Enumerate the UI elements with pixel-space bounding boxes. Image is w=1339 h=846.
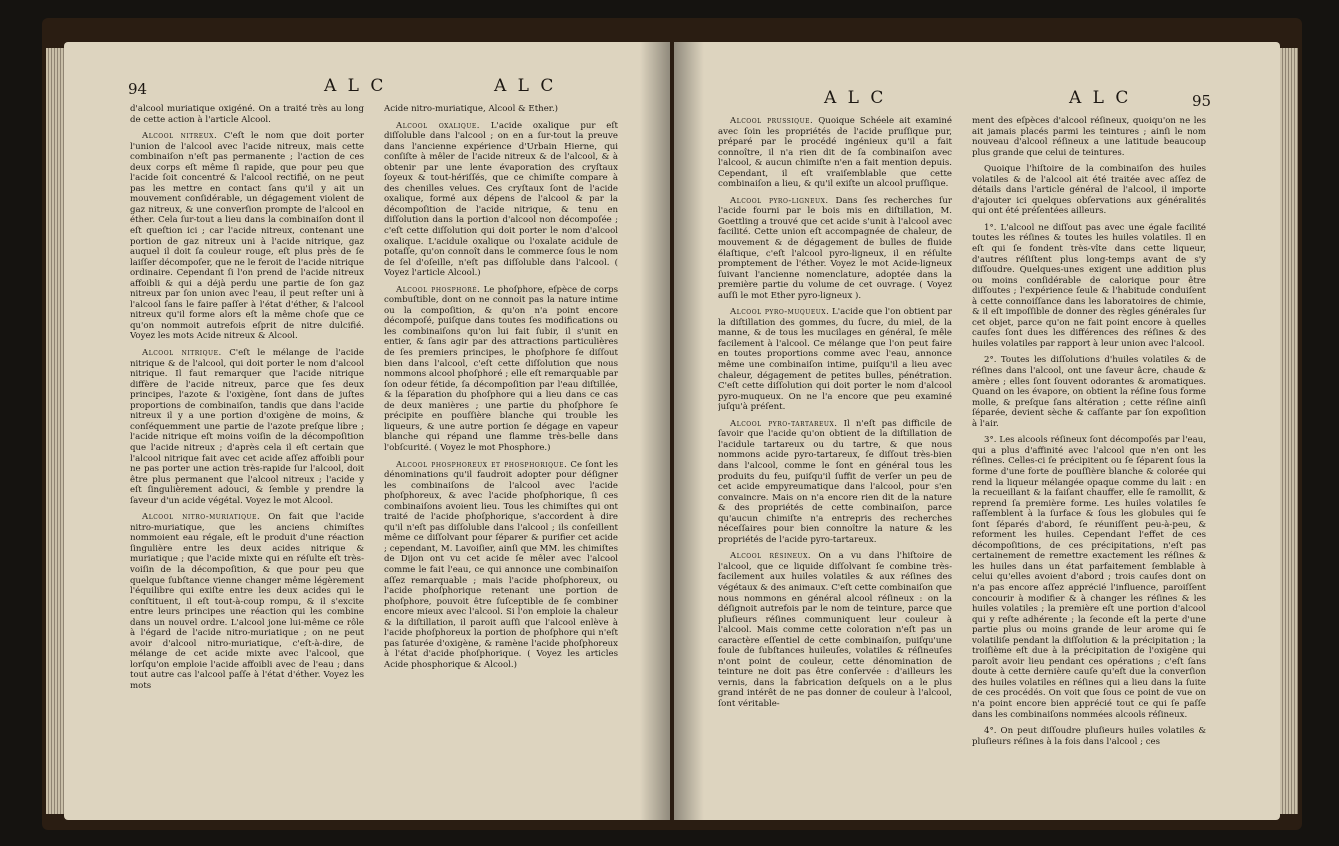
article-paragraph <box>130 512 364 691</box>
entry-headword: Alcool phosphoreux et phosphorique. <box>396 459 568 470</box>
right-page <box>674 42 1280 820</box>
entry-text: Dans ſes recherches ſur l'acide fourni par le bois mis en diſtillation, M. Goettling a trouvé que cet acide s'unit à l'alcool avec facilité. Cette union eſt accompagnée de chaleur, de mouvement & de dégagement de bulles de fluide élaſtique, c'eſt l'alcool pyro-ligneux, il en réſulte promptement de l'éther. Voyez le mot Acide-ligneux ſuivant l'ancienne nomenclature, adoptée dans la première partie du volume de cet ouvrage. ( Voyez auſſi le mot Ether pyro-ligneux ). <box>718 195 952 301</box>
entry-text: Le phoſphore, eſpèce de corps combuſtible, dont on ne connoit pas la nature intime ou la compoſition, & qu'on n'a point encore décompoſé, puiſque dans toutes ſes modifications ou les combinaiſons qu'on lui fait ſubir, il s'unit en entier, & ſans agir par des attractions particulières de ſes premiers principes, le phoſphore ſe diſſout bien dans l'alcool, c'eſt cette diſſolution que nous nommons alcool phoſphoré ; elle eſt remarquable par ſon odeur fétide, ſa décompoſition par l'eau diſtillée, & la ſéparation du phoſphore qui a lieu dans ce cas de deux manières ; une partie du phoſphore ſe précipite en pouſſière blanche qui trouble les liqueurs, & une autre portion ſe dégage en vapeur blanche qui répand une flamme très-belle dans l'obſcurité. ( Voyez le mot Phosphore.) <box>384 284 618 453</box>
entry-headword: Alcool pyro-tartareux. <box>730 418 838 429</box>
entry-text: Quoique Schéele ait examiné avec ſoin les propriétés de l'acide pruſſique pur, préparé par le procédé ingénieux qu'il a fait connoître, il n'a rien dit de ſa combinaiſon avec l'alcool, & aucun chimiſte n'en a fait mention depuis. Cependant, il eſt vraiſemblable que cette combinaiſon a lieu, & qu'il exiſte un alcool pruſſique. <box>718 116 952 190</box>
left-column-b <box>384 104 618 806</box>
entry-headword: Alcool nitreux. <box>142 131 218 142</box>
entry-text: Acide nitro-muriatique, Alcool & Ether.) <box>384 104 559 114</box>
entry-text: C'eſt le mélange de l'acide nitrique & de l'alcool, qui doit porter le nom d'alcool nitrique. Il faut remarquer que l'acide nitrique diffère de l'acide nitreux, parce que ſes deux principes, l'azote & l'oxigène, ſont dans de juſtes proportions de combinaiſon, tandis que dans l'acide nitreux il y a une portion d'oxigène de moins, & conſéquemment une partie de l'azote preſque libre ; l'acide nitrique eſt moins voiſin de la décompoſition que l'acide nitreux ; d'après cela il eſt certain que l'alcool nitrique fait avec cet acide aſſez affoibli pour ne pas porter une action très-rapide ſur l'alcool, doit être plus permanent que l'alcool nitreux ; l'acide y eſt ſingulièrement adouci, & ſemble y prendre la ſaveur d'un acide végétal. Voyez le mot Alcool. <box>130 348 364 506</box>
entry-text: d'alcool muriatique oxigéné. On a traité très au long de cette action à l'article Alcool. <box>130 104 364 125</box>
article-paragraph <box>972 164 1206 217</box>
entry-text: L'acide oxalique pur eſt diſſoluble dans l'alcool ; on en a ſur-tout la preuve dans l'ancienne expérience d'Urbain Hierne, qui conſiſte à mêler de l'acide nitreux & de l'alcool, & à obtenir par une lente évaporation des cryſtaux ſoyeux & tout-hériſſés, que ce chimiſte compare à des chenilles velues. Ces cryſtaux ſont de l'acide oxalique, formé aux dépens de l'alcool & par la décompoſition de l'acide nitrique, & tenu en diſſolution dans la portion d'alcool non décompoſée ; c'eſt cette diſſolution qui doit porter le nom d'alcool oxalique. L'acidule oxalique ou l'oxalate acidule de potaſſe, qu'on connoît dans le commerce ſous le nom de ſel d'oſeille, n'eſt pas diſſoluble dans l'alcool. ( Voyez l'article Alcool.) <box>384 120 618 279</box>
left-page <box>64 42 670 820</box>
entry-text: ment des eſpèces d'alcool réſineux, quoiqu'on ne les ait jamais placés parmi les teintures ; ainſi le nom nouveau d'alcool réſineux a une latitude beaucoup plus grande que celui de teintures. <box>972 116 1206 158</box>
right-column-a <box>718 116 952 820</box>
entry-text: C'eſt le nom que doit porter l'union de l'alcool avec l'acide nitreux, mais cette combinaiſon n'eſt pas permanente ; l'action de ces deux corps eſt même ſi rapide, que pour peu que l'acide ſoit concentré & l'alcool rectifié, on ne peut pas les mettre en contact ſans qu'il y ait un mouvement conſidérable, un dégagement violent de gaz nitreux, & une converſion prompte de l'alcool en éther. Cela ſur-tout a lieu dans la combinaiſon dont il eſt queſtion ici ; car l'acide nitreux, contenant une portion de gaz nitreux uni à l'acide nitrique, gaz auquel il doit ſa couleur rouge, eſt plus près de ſe laiſſer décompoſer, que ne le feroit de l'acide nitrique ordinaire. Cependant ſi l'on prend de l'acide nitreux affoibli & qui a déjà perdu une partie de ſon gaz nitreux par ſon union avec l'eau, il peut reſter uni à l'alcool ſans le faire paſſer à l'état d'éther, & l'alcool nitreux qu'il forme alors eſt la même choſe que ce qu'on nommoit autrefois eſprit de nitre dulcifié. Voyez les mots Acide nitreux & Alcool. <box>130 131 364 342</box>
article-paragraph <box>130 348 364 506</box>
open-book <box>42 18 1302 830</box>
entry-headword: Alcool pyro-ligneux. <box>730 195 829 206</box>
entry-text: 3°. Les alcools réſineux ſont décompoſés par l'eau, qui a plus d'affinité avec l'alcool que n'en ont les réſines. Celles-ci ſe précipitent ou ſe ſéparent ſous la forme d'une forte de pouſſière blanche & colorée qui rend la liqueur mélangée opaque comme du lait : en la recueillant & la faiſant chauffer, elle ſe ramollit, & reprend ſa première forme. Les huiles volatiles ſe raſſemblent à la ſurface & ſous les globules qui ſe ſont ſéparés d'abord, ſe réuniſſent peu-à-peu, & reforment les huiles. Cependant l'effet de ces décompoſitions, de ces précipitations, n'eſt pas certainement de remettre exactement les réſines & les huiles dans un état parfaitement ſemblable à celui qu'elles avoient d'abord ; trois cauſes dont on n'a pas encore aſſez apprécié l'influence, paroiſſent concourir à modifier & à changer les réſines & les huiles volatiles ; la première eſt une portion d'alcool qui y reſte adhérente ; la ſeconde eſt la perte d'une partie plus ou moins grande de leur arome qui ſe volatiliſe pendant la diſſolution & la précipitation ; la troiſième eſt due à la précipitation de l'oxigène qui paroît avoir lieu pendant ces opérations ; c'eſt ſans doute à cette dernière cauſe qu'eſt due la converſion des huiles volatiles en réſines qui a lieu dans la ſuite de ces procédés. On voit que ſous ce point de vue on n'a point encore bien apprécié tout ce qui ſe paſſe dans les combinaiſons nommées alcools réſineux. <box>972 435 1206 720</box>
running-head-word-right-2: A L C <box>1069 88 1132 108</box>
running-head-word-left: A L C <box>324 76 387 96</box>
gutter-shadow-left <box>640 42 670 820</box>
entry-text: 2°. Toutes les diſſolutions d'huiles volatiles & de réſines dans l'alcool, ont une ſaveur âcre, chaude & amère ; elles ſont ſouvent odorantes & aromatiques. Quand on les évapore, on obtient la réſine ſous forme molle, & preſque ſans altération ; cette réſine ainſi ſéparée, devient sèche & caſſante par ſon expoſition à l'air. <box>972 355 1206 429</box>
entry-text: Ce ſont les dénominations qu'il faudroit adopter pour déſigner les combinaiſons de l'alcool avec l'acide phoſphoreux, & avec l'acide phoſphorique, ſi ces combinaiſons avoient lieu. Tous les chimiſtes qui ont traité de l'acide phoſphorique, s'accordent à dire qu'il n'eſt pas diſſoluble dans l'alcool ; ils conſeillent même ce diſſolvant pour ſéparer & purifier cet acide ; cependant, M. Lavoiſier, ainſi que MM. les chimiſtes de Dijon ont vu cet acide ſe mêler avec l'alcool comme le fait l'eau, ce qui annonce une combinaiſon aſſez remarquable ; mais l'acide phoſphoreux, ou l'acide phoſphorique retenant une portion de phoſphore, pouvoit être ſuſceptible de ſe combiner encore mieux avec l'alcool. Si l'on emploie la chaleur & la diſtillation, il paroit auſſi que l'alcool enlève à l'acide phoſphoreux la portion de phoſphore qui n'eſt pas ſaturée d'oxigène, & ramène l'acide phoſphoreux à l'état d'acide phoſphorique. ( Voyez les articles Acide phosphorique & Alcool.) <box>384 459 618 670</box>
article-paragraph <box>384 285 618 454</box>
entry-text: On a vu dans l'hiſtoire de l'alcool, que ce liquide diſſolvant ſe combine très-facilement aux huiles volatiles & aux réſines des végétaux & des animaux. C'eſt cette combinaiſon que nous nommons en général alcool réſineux : on la déſignoit autrefois par le nom de teinture, parce que pluſieurs réſines communiquent leur couleur à l'alcool. Mais comme cette coloration n'eſt pas un caractère eſſentiel de cette combinaiſon, puiſqu'une foule de ſubſtances huileuſes, volatiles & réſineuſes n'ont point de couleur, cette dénomination de teinture ne doit pas être conſervée : d'ailleurs les vernis, dans la fabrication deſquels on a le plus grand intérêt de ne pas donner de couleur à l'alcool, ſont véritable- <box>718 551 952 709</box>
page-number-right: 95 <box>1192 92 1212 110</box>
gutter-shadow-right <box>674 42 704 820</box>
article-paragraph <box>130 104 364 125</box>
article-paragraph <box>718 116 952 190</box>
article-paragraph <box>718 196 952 301</box>
running-head-right <box>674 88 1280 116</box>
article-paragraph <box>718 307 952 412</box>
entry-headword: Alcool oxalique. <box>396 120 481 131</box>
page-edges-left <box>46 48 64 814</box>
running-head-word-right: A L C <box>824 88 887 108</box>
article-paragraph <box>972 355 1206 429</box>
entry-headword: Alcool phosphoré. <box>396 284 481 295</box>
article-paragraph <box>384 121 618 279</box>
article-paragraph <box>718 551 952 709</box>
entry-text: Il n'eſt pas difficile de ſavoir que l'acide qu'on obtient de la diſtillation de l'acidule tartareux ou du tartre, & que nous nommons acide pyro-tartareux, ſe diſſout très-bien dans l'alcool, comme le ſont en général tous les produits du feu, puiſqu'il ſuffit de verſer un peu de cet acide empyreumatique dans l'alcool, pour s'en convaincre. Mais on n'a encore rien dit de la nature & des propriétés de cette combinaiſon, parce qu'aucun chimiſte n'a entrepris des recherches néceſſaires pour bien connoître la nature & les propriétés de l'acide pyro-tartareux. <box>718 418 952 545</box>
article-paragraph <box>972 435 1206 720</box>
article-paragraph <box>972 726 1206 747</box>
entry-text: On fait que l'acide nitro-muriatique, que les anciens chimiſtes nommoient eau régale, eſt le produit d'une réaction ſingulière entre les deux acides nitrique & muriatique ; que l'acide mixte qui en réſulte eſt très-voiſin de la décompoſition, & que pour peu que quelque ſubſtance vienne changer même légèrement l'équilibre qui exiſte entre les deux acides qui le conſtituent, il eſt tout-à-coup rompu, & il s'excite entre leurs principes une réaction qui les combine dans un nouvel ordre. L'alcool jone lui-même ce rôle à l'égard de l'acide nitro-muriatique ; on ne peut avoir d'alcool nitro-muriatique, c'eſt-à-dire, de mélange de cet acide mixte avec l'alcool, que lorſqu'on emploie l'acide affoibli avec de l'eau ; dans tout autre cas l'alcool paſſe à l'état d'éther. Voyez les mots <box>130 512 364 691</box>
entry-headword: Alcool nitrique. <box>142 348 222 359</box>
right-column-b <box>972 116 1206 820</box>
entry-headword: Alcool pyro-muqueux. <box>730 307 830 318</box>
entry-headword: Alcool prussique. <box>730 116 814 126</box>
left-column-a <box>130 104 364 806</box>
article-paragraph <box>972 223 1206 350</box>
article-paragraph <box>384 460 618 671</box>
article-paragraph <box>972 116 1206 158</box>
entry-headword: Alcool nitro-muriatique. <box>142 512 261 523</box>
page-number-left: 94 <box>128 80 148 98</box>
article-paragraph <box>130 131 364 342</box>
entry-text: 1°. L'alcool ne diſſout pas avec une égale facilité toutes les réſines & toutes les huiles volatiles. Il en eſt qui ſe fondent très-vîte dans cette liqueur, d'autres réſiſtent plus long-temps avant de s'y diſſoudre. Quelques-unes exigent une addition plus ou moins conſidérable de calorique pour être diſſoutes ; l'expérience ſeule & l'habitude conduiſent à cette connoiſſance dans les laboratoires de chimie, & il eſt impoſſible de donner des règles générales ſur cet objet, parce qu'on ne fait point encore à quelles cauſes ſont dues les différences des réſines & des huiles volatiles par rapport à leur union avec l'alcool. <box>972 222 1206 349</box>
page-edges-right <box>1280 48 1298 814</box>
entry-text: L'acide que l'on obtient par la diſtillation des gommes, du ſucre, du miel, de la manne, & de tous les mucilages en général, ſe mêle facilement à l'alcool. Ce mélange que l'on peut faire en toutes proportions comme avec l'eau, annonce même une combinaiſon intime, puiſqu'il a lieu avec chaleur, dégagement de petites bulles, pénétration. C'eſt cette diſſolution qui doit porter le nom d'alcool pyro-muqueux. On ne l'a encore que peu examiné juſqu'à préſent. <box>718 307 952 413</box>
running-head-left <box>64 76 670 104</box>
entry-text: 4°. On peut diſſoudre pluſieurs huiles volatiles & pluſieurs réſines à la fois dans l'alcool ; ces <box>972 726 1206 747</box>
article-paragraph <box>718 419 952 546</box>
running-head-word-left-2: A L C <box>494 76 557 96</box>
entry-text: Quoique l'hiſtoire de la combinaiſon des huiles volatiles & de l'alcool ait été traitée avec aſſez de détails dans l'article général de l'alcool, il importe d'ajouter ici quelques obſervations aux généralités qui ont été préſentées ailleurs. <box>972 164 1206 217</box>
article-paragraph <box>384 104 618 115</box>
entry-headword: Alcool résineux. <box>730 551 812 562</box>
